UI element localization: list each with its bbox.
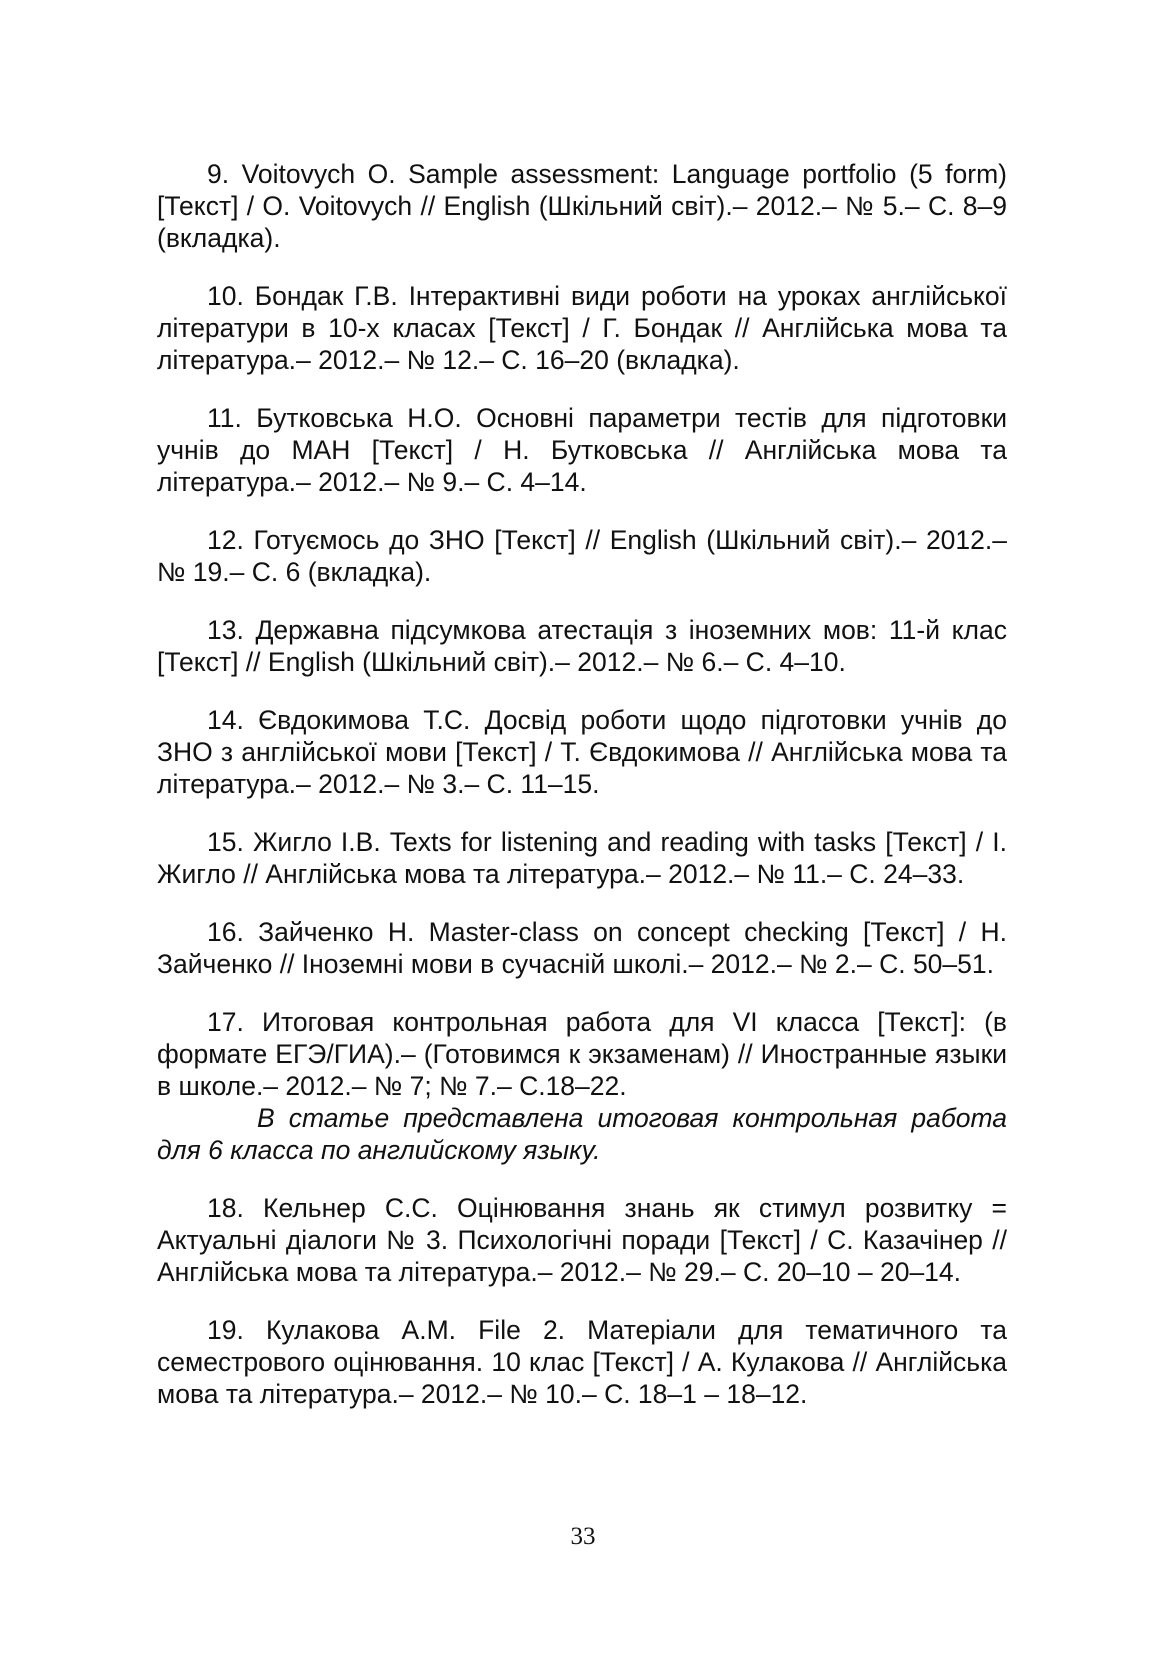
- bibliography-entry-10: 10. Бондак Г.В. Інтерактивні види роботи на уроках англійської літератури в 10-х класах [Текст] / Г. Бондак // Англійська мова та література.– 2012.– № 12.– С. 16–20 (вкладка).: [157, 281, 1007, 375]
- bibliography-entry-15: 15. Жигло І.В. Texts for listening and reading with tasks [Текст] / І. Жигло // Англійська мова та література.– 2012.– № 11.– С. 24–33.: [157, 827, 1007, 889]
- bibliography-entry-11: 11. Бутковська Н.О. Основні параметри тестів для підготовки учнів до МАН [Текст] / Н. Бутковська // Англійська мова та література.– 2012.– № 9.– С. 4–14.: [157, 403, 1007, 497]
- bibliography-entry-19: 19. Кулакова А.М. File 2. Матеріали для тематичного та семестрового оцінювання. 10 клас [Текст] / А. Кулакова // Англійська мова та література.– 2012.– № 10.– С. 18–1 – 18–12.: [157, 1315, 1007, 1409]
- bibliography-entry-12: 12. Готуємось до ЗНО [Текст] // English (Шкільний світ).– 2012.– № 19.– С. 6 (вкладка).: [157, 525, 1007, 587]
- page-number: 33: [570, 1523, 596, 1550]
- bibliography-entry-13: 13. Державна підсумкова атестація з іноземних мов: 11-й клас [Текст] // English (Шкільний світ).– 2012.– № 6.– С. 4–10.: [157, 615, 1007, 677]
- bibliography-entry-14: 14. Євдокимова Т.С. Досвід роботи щодо підготовки учнів до ЗНО з англійської мови [Текст] / Т. Євдокимова // Англійська мова та література.– 2012.– № 3.– С. 11–15.: [157, 705, 1007, 799]
- bibliography-entry-17: 17. Итоговая контрольная работа для VI класса [Текст]: (в формате ЕГЭ/ГИА).– (Готовимся к экзаменам) // Иностранные языки в школе.– 2012.– № 7; № 7.– С.18–22.: [157, 1007, 1007, 1101]
- bibliography-entry-18: 18. Кельнер С.С. Оцінювання знань як стимул розвитку = Актуальні діалоги № 3. Психологічні поради [Текст] / С. Казачінер // Англійська мова та література.– 2012.– № 29.– С. 20–10 – 20–14.: [157, 1193, 1007, 1287]
- bibliography-entry-17-note: В статье представлена итоговая контрольная работа для 6 класса по английскому языку.: [157, 1103, 1007, 1165]
- bibliography-entry-9: 9. Voitovych O. Sample assessment: Language portfolio (5 form) [Текст] / O. Voitovych // English (Шкільний світ).– 2012.– № 5.– С. 8–9 (вкладка).: [157, 159, 1007, 253]
- bibliography-entry-16: 16. Зайченко Н. Master-class on concept checking [Текст] / Н. Зайченко // Іноземні мови в сучасній школі.– 2012.– № 2.– С. 50–51.: [157, 917, 1007, 979]
- bibliography-list: [157, 158, 1007, 1410]
